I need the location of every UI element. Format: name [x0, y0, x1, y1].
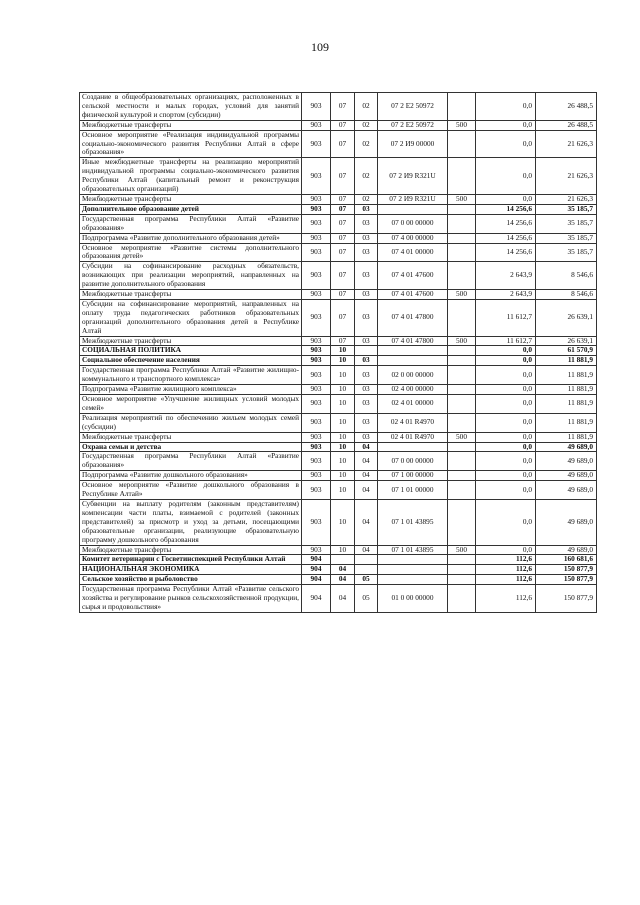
row-ministry-code: 903: [302, 93, 331, 121]
row-amount-1: 0,0: [476, 194, 536, 204]
row-amount-1: 0,0: [476, 93, 536, 121]
row-expense-type-code: [448, 233, 476, 243]
row-amount-2: 26 639,1: [536, 336, 597, 346]
row-amount-1: 0,0: [476, 545, 536, 555]
row-target-code: [378, 346, 448, 356]
table-row: [80, 432, 597, 442]
row-ministry-code: 903: [302, 158, 331, 195]
table-row: [80, 395, 597, 414]
row-expense-type-code: [448, 585, 476, 613]
table-row: [80, 299, 597, 336]
row-subsection-code: 03: [355, 204, 378, 214]
row-target-code: 07 2 И9 R321U: [378, 194, 448, 204]
row-section-code: 07: [331, 204, 355, 214]
row-target-code: [378, 204, 448, 214]
row-target-code: 07 2 E2 50972: [378, 120, 448, 130]
row-ministry-code: 903: [302, 395, 331, 414]
row-amount-2: 26 639,1: [536, 299, 597, 336]
row-name: Подпрограмма «Развитие дополнительного образования детей»: [80, 233, 302, 243]
row-expense-type-code: [448, 130, 476, 158]
table-row: [80, 346, 597, 356]
row-target-code: [378, 356, 448, 366]
row-expense-type-code: 500: [448, 545, 476, 555]
row-amount-1: 14 256,6: [476, 243, 536, 262]
table-row: [80, 204, 597, 214]
row-amount-2: 8 546,6: [536, 290, 597, 300]
table-row: [80, 214, 597, 233]
row-target-code: [378, 575, 448, 585]
row-subsection-code: 04: [355, 545, 378, 555]
row-target-code: 07 4 00 00000: [378, 233, 448, 243]
row-section-code: 10: [331, 385, 355, 395]
row-ministry-code: 903: [302, 442, 331, 452]
row-amount-2: 35 185,7: [536, 214, 597, 233]
row-section-code: 07: [331, 233, 355, 243]
row-amount-2: 49 689,0: [536, 471, 597, 481]
budget-table: [79, 92, 597, 613]
row-ministry-code: 903: [302, 262, 331, 290]
row-ministry-code: 903: [302, 346, 331, 356]
table-row: [80, 290, 597, 300]
row-subsection-code: 03: [355, 299, 378, 336]
row-subsection-code: 03: [355, 262, 378, 290]
row-expense-type-code: [448, 565, 476, 575]
row-target-code: 07 1 01 43895: [378, 499, 448, 545]
row-amount-2: 150 877,9: [536, 565, 597, 575]
table-row: [80, 366, 597, 385]
row-target-code: 02 4 01 R4970: [378, 432, 448, 442]
row-amount-1: 112,6: [476, 585, 536, 613]
table-row: [80, 130, 597, 158]
row-ministry-code: 903: [302, 204, 331, 214]
row-amount-2: 21 626,3: [536, 130, 597, 158]
row-amount-2: 8 546,6: [536, 262, 597, 290]
row-amount-2: 35 185,7: [536, 243, 597, 262]
row-expense-type-code: [448, 299, 476, 336]
row-expense-type-code: [448, 93, 476, 121]
row-ministry-code: 903: [302, 481, 331, 500]
row-amount-1: 0,0: [476, 158, 536, 195]
table-row: [80, 262, 597, 290]
row-section-code: 04: [331, 585, 355, 613]
row-amount-1: 0,0: [476, 452, 536, 471]
row-name: Межбюджетные трансферты: [80, 290, 302, 300]
row-subsection-code: 03: [355, 356, 378, 366]
row-name: Государственная программа Республики Алтай «Развитие образования»: [80, 214, 302, 233]
row-ministry-code: 904: [302, 565, 331, 575]
row-name: НАЦИОНАЛЬНАЯ ЭКОНОМИКА: [80, 565, 302, 575]
row-name: Основное мероприятие «Развитие дошкольного образования в Республике Алтай»: [80, 481, 302, 500]
row-section-code: 07: [331, 130, 355, 158]
row-subsection-code: [355, 555, 378, 565]
row-section-code: 10: [331, 481, 355, 500]
row-name: Межбюджетные трансферты: [80, 194, 302, 204]
row-section-code: 10: [331, 432, 355, 442]
row-subsection-code: 03: [355, 413, 378, 432]
table-row: [80, 336, 597, 346]
row-amount-1: 14 256,6: [476, 233, 536, 243]
table-row: [80, 585, 597, 613]
row-section-code: [331, 555, 355, 565]
row-ministry-code: 903: [302, 290, 331, 300]
row-section-code: 10: [331, 395, 355, 414]
row-ministry-code: 904: [302, 575, 331, 585]
row-amount-1: 0,0: [476, 385, 536, 395]
row-ministry-code: 903: [302, 336, 331, 346]
row-amount-2: 49 689,0: [536, 452, 597, 471]
row-expense-type-code: [448, 214, 476, 233]
row-section-code: 07: [331, 93, 355, 121]
row-name: Подпрограмма «Развитие жилищного комплекса»: [80, 385, 302, 395]
row-section-code: 10: [331, 356, 355, 366]
row-name: Межбюджетные трансферты: [80, 336, 302, 346]
row-subsection-code: 02: [355, 194, 378, 204]
row-subsection-code: 03: [355, 366, 378, 385]
row-name: Основное мероприятие «Улучшение жилищных условий молодых семей»: [80, 395, 302, 414]
row-ministry-code: 903: [302, 120, 331, 130]
row-target-code: 07 1 01 00000: [378, 481, 448, 500]
row-name: Государственная программа Республики Алтай «Развитие образования»: [80, 452, 302, 471]
row-name: Межбюджетные трансферты: [80, 545, 302, 555]
row-expense-type-code: [448, 204, 476, 214]
row-amount-2: 26 488,5: [536, 93, 597, 121]
row-name: Иные межбюджетные трансферты на реализацию мероприятий индивидуальной программы социально-экономического развития Республики Алтай (капитальный ремонт и реконструкция образовательных организаций): [80, 158, 302, 195]
row-section-code: 10: [331, 366, 355, 385]
row-name: Создание в общеобразовательных организациях, расположенных в сельской местности и малых городах, условий для занятий физической культурой и спортом (субсидии): [80, 93, 302, 121]
row-expense-type-code: [448, 555, 476, 565]
row-target-code: 07 0 00 00000: [378, 214, 448, 233]
row-target-code: 07 2 E2 50972: [378, 93, 448, 121]
row-ministry-code: 903: [302, 243, 331, 262]
row-target-code: [378, 565, 448, 575]
row-subsection-code: 05: [355, 585, 378, 613]
row-target-code: 07 4 01 47800: [378, 299, 448, 336]
row-name: Основное мероприятие «Развитие системы дополнительного образования детей»: [80, 243, 302, 262]
row-section-code: 10: [331, 413, 355, 432]
row-expense-type-code: [448, 452, 476, 471]
row-section-code: 10: [331, 442, 355, 452]
row-section-code: 07: [331, 336, 355, 346]
row-subsection-code: 02: [355, 130, 378, 158]
table-row: [80, 555, 597, 565]
row-expense-type-code: 500: [448, 336, 476, 346]
row-target-code: 07 1 00 00000: [378, 471, 448, 481]
row-target-code: [378, 442, 448, 452]
row-amount-1: 0,0: [476, 366, 536, 385]
row-subsection-code: 04: [355, 481, 378, 500]
table-row: [80, 93, 597, 121]
row-target-code: [378, 555, 448, 565]
row-section-code: 04: [331, 575, 355, 585]
row-name: Межбюджетные трансферты: [80, 432, 302, 442]
row-expense-type-code: [448, 262, 476, 290]
row-subsection-code: 03: [355, 385, 378, 395]
row-expense-type-code: [448, 575, 476, 585]
row-name: СОЦИАЛЬНАЯ ПОЛИТИКА: [80, 346, 302, 356]
row-amount-2: 11 881,9: [536, 356, 597, 366]
table-row: [80, 194, 597, 204]
row-name: Реализация мероприятий по обеспечению жильем молодых семей (субсидии): [80, 413, 302, 432]
table-row: [80, 442, 597, 452]
row-amount-2: 11 881,9: [536, 432, 597, 442]
row-amount-2: 49 689,0: [536, 545, 597, 555]
table-row: [80, 499, 597, 545]
row-amount-1: 11 612,7: [476, 336, 536, 346]
row-name: Сельское хозяйство и рыболовство: [80, 575, 302, 585]
row-name: Государственная программа Республики Алтай «Развитие сельского хозяйства и регулирование рынков сельскохозяйственной продукции, сырья и продовольствия»: [80, 585, 302, 613]
table-row: [80, 481, 597, 500]
row-amount-2: 11 881,9: [536, 366, 597, 385]
row-subsection-code: 02: [355, 93, 378, 121]
row-expense-type-code: [448, 499, 476, 545]
row-ministry-code: 904: [302, 585, 331, 613]
row-amount-1: 2 643,9: [476, 290, 536, 300]
row-target-code: 02 4 00 00000: [378, 385, 448, 395]
row-amount-1: 14 256,6: [476, 214, 536, 233]
row-amount-1: 11 612,7: [476, 299, 536, 336]
row-subsection-code: 03: [355, 290, 378, 300]
row-section-code: 10: [331, 346, 355, 356]
row-name: Межбюджетные трансферты: [80, 120, 302, 130]
row-name: Государственная программа Республики Алтай «Развитие жилищно-коммунального и транспортного комплекса»: [80, 366, 302, 385]
row-amount-2: 11 881,9: [536, 385, 597, 395]
row-amount-1: 0,0: [476, 346, 536, 356]
row-ministry-code: 903: [302, 299, 331, 336]
row-target-code: 07 1 01 43895: [378, 545, 448, 555]
row-subsection-code: 03: [355, 336, 378, 346]
row-section-code: 07: [331, 194, 355, 204]
row-amount-2: 11 881,9: [536, 413, 597, 432]
row-amount-2: 26 488,5: [536, 120, 597, 130]
row-ministry-code: 904: [302, 555, 331, 565]
row-amount-1: 112,6: [476, 565, 536, 575]
row-subsection-code: 03: [355, 395, 378, 414]
row-ministry-code: 903: [302, 366, 331, 385]
table-row: [80, 545, 597, 555]
table-row: [80, 452, 597, 471]
row-amount-2: 11 881,9: [536, 395, 597, 414]
row-name: Дополнительное образование детей: [80, 204, 302, 214]
row-ministry-code: 903: [302, 214, 331, 233]
row-expense-type-code: [448, 442, 476, 452]
row-name: Социальное обеспечение населения: [80, 356, 302, 366]
table-body: [80, 93, 597, 613]
row-amount-1: 14 256,6: [476, 204, 536, 214]
row-ministry-code: 903: [302, 545, 331, 555]
row-expense-type-code: [448, 385, 476, 395]
row-subsection-code: 02: [355, 158, 378, 195]
row-amount-2: 61 570,9: [536, 346, 597, 356]
row-name: Охрана семьи и детства: [80, 442, 302, 452]
row-amount-2: 21 626,3: [536, 194, 597, 204]
row-subsection-code: 04: [355, 442, 378, 452]
row-ministry-code: 903: [302, 432, 331, 442]
row-target-code: 01 0 00 00000: [378, 585, 448, 613]
table-row: [80, 356, 597, 366]
row-expense-type-code: [448, 366, 476, 385]
row-amount-2: 21 626,3: [536, 158, 597, 195]
table-row: [80, 575, 597, 585]
row-amount-2: 49 689,0: [536, 442, 597, 452]
row-subsection-code: 03: [355, 214, 378, 233]
row-amount-2: 49 689,0: [536, 499, 597, 545]
row-ministry-code: 903: [302, 130, 331, 158]
table-row: [80, 565, 597, 575]
table-row: [80, 120, 597, 130]
row-amount-1: 0,0: [476, 413, 536, 432]
row-expense-type-code: 500: [448, 290, 476, 300]
row-target-code: 07 2 И9 00000: [378, 130, 448, 158]
row-amount-1: 0,0: [476, 481, 536, 500]
row-ministry-code: 903: [302, 452, 331, 471]
row-expense-type-code: [448, 158, 476, 195]
row-target-code: 07 4 01 00000: [378, 243, 448, 262]
row-name: Основное мероприятие «Реализация индивидуальной программы социально-экономического развития Республики Алтай в сфере образования»: [80, 130, 302, 158]
row-ministry-code: 903: [302, 233, 331, 243]
row-name: Субсидии на софинансирование расходных обязательств, возникающих при реализации мероприятий, направленных на развитие дополнительного образования: [80, 262, 302, 290]
row-amount-1: 2 643,9: [476, 262, 536, 290]
table-row: [80, 233, 597, 243]
row-subsection-code: 03: [355, 233, 378, 243]
row-expense-type-code: [448, 395, 476, 414]
row-subsection-code: [355, 565, 378, 575]
row-section-code: 07: [331, 120, 355, 130]
row-ministry-code: 903: [302, 194, 331, 204]
row-expense-type-code: [448, 346, 476, 356]
row-ministry-code: 903: [302, 413, 331, 432]
row-amount-2: 150 877,9: [536, 575, 597, 585]
row-section-code: 10: [331, 471, 355, 481]
row-expense-type-code: 500: [448, 194, 476, 204]
row-target-code: 07 4 01 47800: [378, 336, 448, 346]
row-amount-1: 0,0: [476, 120, 536, 130]
row-subsection-code: 04: [355, 471, 378, 481]
row-section-code: 07: [331, 290, 355, 300]
row-subsection-code: 03: [355, 432, 378, 442]
row-amount-1: 0,0: [476, 432, 536, 442]
row-ministry-code: 903: [302, 385, 331, 395]
row-section-code: 07: [331, 262, 355, 290]
table-row: [80, 385, 597, 395]
row-expense-type-code: [448, 481, 476, 500]
row-amount-2: 35 185,7: [536, 233, 597, 243]
row-amount-1: 0,0: [476, 130, 536, 158]
row-subsection-code: 04: [355, 452, 378, 471]
table-row: [80, 413, 597, 432]
row-section-code: 07: [331, 243, 355, 262]
row-expense-type-code: [448, 413, 476, 432]
row-expense-type-code: [448, 471, 476, 481]
row-ministry-code: 903: [302, 499, 331, 545]
row-name: Подпрограмма «Развитие дошкольного образования»: [80, 471, 302, 481]
page-number: 109: [311, 40, 329, 54]
row-amount-2: 49 689,0: [536, 481, 597, 500]
row-target-code: 07 4 01 47600: [378, 262, 448, 290]
row-target-code: 02 4 01 R4970: [378, 413, 448, 432]
row-amount-1: 0,0: [476, 442, 536, 452]
row-section-code: 04: [331, 565, 355, 575]
row-expense-type-code: 500: [448, 432, 476, 442]
row-amount-1: 112,6: [476, 555, 536, 565]
row-target-code: 02 0 00 00000: [378, 366, 448, 385]
row-subsection-code: 02: [355, 120, 378, 130]
row-ministry-code: 903: [302, 471, 331, 481]
row-expense-type-code: 500: [448, 120, 476, 130]
row-target-code: 07 0 00 00000: [378, 452, 448, 471]
row-section-code: 07: [331, 214, 355, 233]
row-amount-2: 35 185,7: [536, 204, 597, 214]
row-subsection-code: 04: [355, 499, 378, 545]
row-section-code: 10: [331, 545, 355, 555]
row-target-code: 02 4 01 00000: [378, 395, 448, 414]
row-amount-1: 0,0: [476, 499, 536, 545]
row-amount-1: 0,0: [476, 471, 536, 481]
row-subsection-code: 05: [355, 575, 378, 585]
row-section-code: 07: [331, 158, 355, 195]
row-amount-2: 150 877,9: [536, 585, 597, 613]
row-amount-1: 0,0: [476, 356, 536, 366]
row-amount-1: 0,0: [476, 395, 536, 414]
row-section-code: 10: [331, 452, 355, 471]
row-subsection-code: [355, 346, 378, 356]
row-expense-type-code: [448, 356, 476, 366]
row-name: Комитет ветеринарии с Госветинспекцией Республики Алтай: [80, 555, 302, 565]
row-ministry-code: 903: [302, 356, 331, 366]
row-expense-type-code: [448, 243, 476, 262]
row-target-code: 07 2 И9 R321U: [378, 158, 448, 195]
row-name: Субсидии на софинансирование мероприятий, направленных на оплату труда педагогических работников образовательных организаций дополнительного образования детей в Республике Алтай: [80, 299, 302, 336]
row-section-code: 10: [331, 499, 355, 545]
row-subsection-code: 03: [355, 243, 378, 262]
table-row: [80, 471, 597, 481]
table-row: [80, 243, 597, 262]
table-row: [80, 158, 597, 195]
row-section-code: 07: [331, 299, 355, 336]
row-amount-1: 112,6: [476, 575, 536, 585]
row-name: Субвенции на выплату родителям (законным представителям) компенсации части платы, взимаемой с родителей (законных представителей) за присмотр и уход за детьми, посещающими образовательные организации, реализующие образовательную программу дошкольного образования: [80, 499, 302, 545]
row-target-code: 07 4 01 47600: [378, 290, 448, 300]
row-amount-2: 160 681,6: [536, 555, 597, 565]
